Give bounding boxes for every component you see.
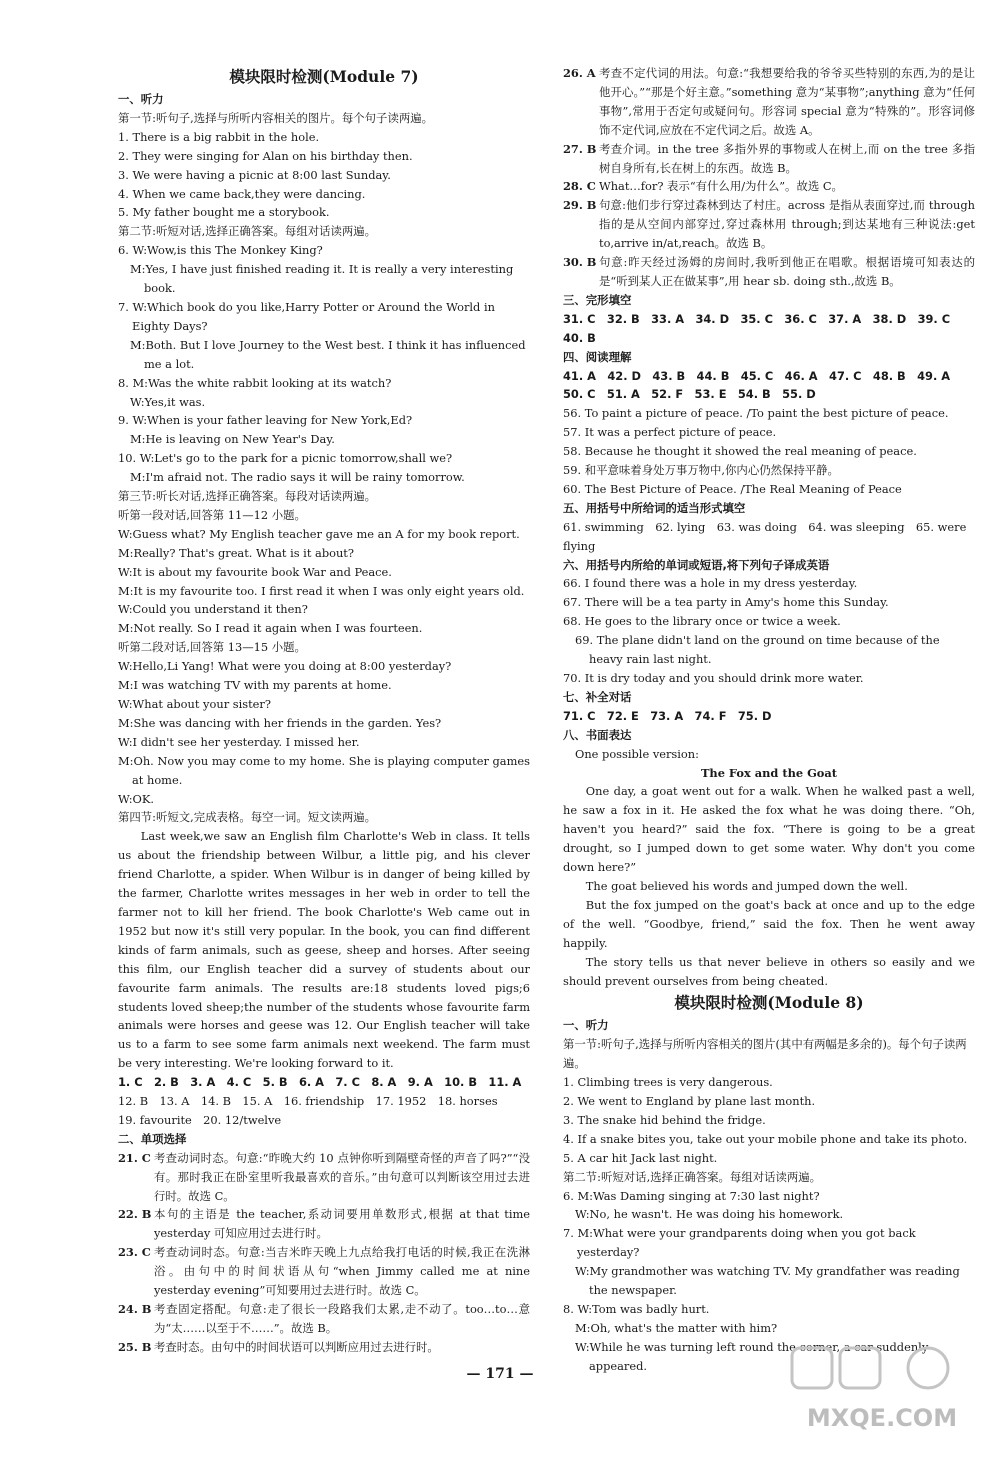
- answer-key-line: 50. C 51. A 52. F 53. E 54. B 55. D: [563, 387, 816, 402]
- text-line: W:What about your sister?: [118, 697, 271, 711]
- text-line: 4. When we came back,they were dancing.: [118, 186, 366, 201]
- text-line: 60. The Best Picture of Peace. /The Real Meaning of Peace: [563, 481, 902, 496]
- answer-explanation: [118, 1338, 530, 1357]
- section-title: 模块限时检测(Module 7): [229, 67, 419, 86]
- answer-text: 句意:昨天经过汤姆的房间时,我听到他正在唱歌。根据语境可知表达的是“听到某人正在做某事”,用 hear sb. doing sth.,故选 B。: [599, 255, 975, 288]
- answer-explanation: [118, 1149, 530, 1206]
- answer-explanation: [118, 1205, 530, 1243]
- text-line: 第一节:听句子,选择与所听内容相关的图片。每个句子读两遍。: [118, 110, 434, 125]
- section-heading: 七、补全对话: [563, 689, 632, 704]
- text-line: M:Both. But I love Journey to the West best. I think it has influenced me a lot.: [130, 337, 526, 371]
- text-line: 67. There will be a tea party in Amy's home this Sunday.: [563, 595, 889, 610]
- answer-number: 25. B: [118, 1339, 152, 1354]
- text-line: W:Yes,it was.: [130, 394, 206, 409]
- paragraph: The goat believed his words and jumped down the well.: [585, 878, 908, 893]
- answer-number: 27. B: [563, 141, 597, 156]
- section-title: 模块限时检测(Module 8): [674, 993, 864, 1013]
- text-line: 8. M:Was the white rabbit looking at its watch?: [118, 375, 392, 390]
- text-line: 7. M:What were your grandparents doing when you got back yesterday?: [563, 1226, 916, 1260]
- text-line: W:Hello,Li Yang! What were you doing at 8:00 yesterday?: [118, 659, 452, 674]
- answer-explanation: [118, 1300, 530, 1338]
- answer-text: 考查介词。in the tree 多指外界的事物或人在树上,而 on the tree 多指树自身所有,长在树上的东西。故选 B。: [599, 141, 975, 175]
- text-line: 56. To paint a picture of peace. /To paint the best picture of peace.: [563, 406, 949, 421]
- answer-number: 22. B: [118, 1207, 152, 1222]
- answer-explanation: [563, 253, 975, 291]
- answer-number: 30. B: [563, 255, 597, 270]
- answer-text: 考查时态。由句中的时间状语可以判断应用过去进行时。: [154, 1339, 439, 1354]
- text-line: 第三节:听长对话,选择正确答案。每段对话读两遍。: [118, 489, 377, 504]
- answer-text: 考查不定代词的用法。句意:“我想要给我的爷爷买些特别的东西,为的是让他开心。”“那是个好主意。”something 意为“某事物”;anything 意为“任何事物”,常用于否定句或疑问句。形容词 special 意为“特殊的”。形容词修饰不定代词,应放在不定代词之后。故选 A。: [599, 66, 975, 137]
- text-line: W:My grandmother was watching TV. My grandfather was reading the newspaper.: [575, 1264, 960, 1298]
- text-line: M:Really? That's great. What is it about?: [118, 545, 354, 560]
- text-line: M:She was dancing with her friends in the garden. Yes?: [118, 715, 442, 730]
- page-number: — 171 —: [466, 1366, 534, 1382]
- section-heading: 八、书面表达: [563, 727, 632, 742]
- paragraph: But the fox jumped on the goat's back at once and up to the edge of the well. “Goodbye, friend,” said the fox. Then he went away happily.: [563, 897, 975, 950]
- text-line: W:OK.: [118, 791, 155, 806]
- text-line: 7. W:Which book do you like,Harry Potter or Around the World in Eighty Days?: [118, 299, 495, 333]
- text-line: 12. B 13. A 14. B 15. A 16. friendship 17. 1952 18. horses: [118, 1094, 498, 1109]
- section-heading: 四、阅读理解: [563, 349, 632, 364]
- text-line: M:I'm afraid not. The radio says it will be rainy tomorrow.: [130, 470, 465, 485]
- text-line: W:Could you understand it then?: [118, 602, 308, 617]
- text-line: M:Oh. Now you may come to my home. She is playing computer games at home.: [118, 753, 530, 787]
- text-line: 70. It is dry today and you should drink more water.: [563, 671, 864, 685]
- text-line: M:I was watching TV with my parents at home.: [118, 678, 392, 693]
- text-line: 57. It was a perfect picture of peace.: [563, 425, 777, 440]
- answer-text: 本句的主语是 the teacher,系动词要用单数形式,根据 at that time yesterday 可知应用过去进行时。: [154, 1207, 530, 1241]
- paragraph: One day, a goat went out for a walk. When he walked past a well, he saw a fox in it. He asked the fox what he was doing there. “Oh, haven't you heard?” said the fox. “There is going to be a great drought, so I jumped down to get some water. Why don't you come down here?”: [563, 784, 975, 875]
- text-line: 5. My father bought me a storybook.: [118, 205, 330, 220]
- text-line: M:Yes, I have just finished reading it. It is really a very interesting book.: [130, 262, 514, 296]
- essay-title: The Fox and the Goat: [700, 765, 838, 780]
- text-line: 听第二段对话,回答第 13—15 小题。: [118, 640, 306, 655]
- answer-explanation: [563, 196, 975, 253]
- text-line: 3. We were having a picnic at 8:00 last Sunday.: [118, 167, 391, 182]
- answer-text: 考查固定搭配。句意:走了很长一段路我们太累,走不动了。too…to…意为“太……以至于不……”。故选 B。: [154, 1302, 530, 1335]
- answer-text: What…for? 表示“有什么用/为什么”。故选 C。: [599, 179, 843, 194]
- answer-number: 28. C: [563, 179, 596, 194]
- text-line: M:It is my favourite too. I first read it when I was only eight years old.: [118, 583, 525, 598]
- answer-number: 21. C: [118, 1150, 151, 1165]
- text-line: 第一节:听句子,选择与所听内容相关的图片(其中有两幅是多余的)。每个句子读两遍。: [563, 1037, 967, 1071]
- text-line: 第二节:听短对话,选择正确答案。每组对话读两遍。: [563, 1169, 822, 1184]
- answer-key-line: 41. A 42. D 43. B 44. B 45. C 46. A 47. C 48. B 49. A: [563, 368, 951, 383]
- answer-number: 23. C: [118, 1245, 151, 1260]
- answer-text: 句意:他们步行穿过森林到达了村庄。across 是指从表面穿过,而 through 指的是从空间内部穿过,穿过森林用 through;到达某地有三种说法:get to,arrive in/at,reach。故选 B。: [599, 198, 975, 251]
- answer-number: 24. B: [118, 1302, 152, 1316]
- answer-text: 考查动词时态。句意:当吉米昨天晚上九点给我打电话的时候,我正在洗淋浴。由句中的时间状语从句“when Jimmy called me at nine yesterday evening”可知要用过去进行时。故选 C。: [154, 1245, 530, 1298]
- text-line: One possible version:: [575, 746, 699, 761]
- left-column: [118, 64, 530, 1357]
- section-heading: 五、用括号中所给词的适当形式填空: [563, 500, 746, 515]
- watermark-logo-icon: [782, 1342, 982, 1434]
- answer-key-line: 40. B: [563, 330, 596, 345]
- paragraph: Last week,we saw an English film Charlotte's Web in class. It tells us about the friendship between Wilbur, a little pig, and his clever friend Charlotte, a spider. When Wilbur is in danger of being killed by the farmer, Charlotte writes messages in her web in order to tell the farmer not to kill her friend. The book Charlotte's Web came out in 1952 but now it's still very popular. In the book, you can find different kinds of farm animals, such as geese, sheep and horses. After seeing this film, our English teacher did a survey of students about our favourite farm animals. The results are:18 students loved pigs;6 students loved sheep;the number of the students whose favourite farm animals were horses and geese was 12. Our English teacher will take us to a farm to see some farm animals next weekend. The farm must be very interesting. We're looking forward to it.: [118, 829, 530, 1071]
- text-line: 69. The plane didn't land on the ground on time because of the heavy rain last night.: [575, 633, 940, 667]
- text-line: 1. There is a big rabbit in the hole.: [118, 129, 320, 144]
- answer-explanation: [563, 64, 975, 140]
- text-line: 59. 和平意味着身处万事万物中,你内心仍然保持平静。: [563, 463, 839, 478]
- text-line: 61. swimming 62. lying 63. was doing 64. was sleeping 65. were flying: [563, 519, 967, 553]
- section-heading: 一、听力: [118, 92, 164, 106]
- text-line: 66. I found there was a hole in my dress yesterday.: [563, 576, 858, 591]
- text-line: W:It is about my favourite book War and Peace.: [118, 564, 392, 579]
- text-line: W:No, he wasn't. He was doing his homework.: [575, 1207, 844, 1222]
- text-line: 听第一段对话,回答第 11—12 小题。: [118, 507, 306, 522]
- text-line: 8. W:Tom was badly hurt.: [563, 1302, 710, 1316]
- text-line: W:Guess what? My English teacher gave me an A for my book report.: [118, 526, 520, 541]
- text-line: W:I didn't see her yesterday. I missed her.: [118, 734, 360, 749]
- text-line: 2. We went to England by plane last month.: [563, 1094, 816, 1109]
- section-heading: 三、完形填空: [563, 292, 632, 307]
- text-line: M:Oh, what's the matter with him?: [575, 1320, 778, 1335]
- right-column: [563, 64, 975, 1376]
- text-line: 10. W:Let's go to the park for a picnic tomorrow,shall we?: [118, 451, 453, 466]
- text-line: 19. favourite 20. 12/twelve: [118, 1112, 282, 1127]
- answer-explanation: [563, 177, 975, 196]
- text-line: 6. M:Was Daming singing at 7:30 last night?: [563, 1188, 820, 1203]
- section-heading: 六、用括号内所给的单词或短语,将下列句子译成英语: [563, 557, 830, 572]
- text-line: 2. They were singing for Alan on his birthday then.: [118, 148, 413, 163]
- text-line: M:He is leaving on New Year's Day.: [130, 432, 335, 447]
- text-line: M:Not really. So I read it again when I was fourteen.: [118, 621, 423, 636]
- text-line: 3. The snake hid behind the fridge.: [563, 1112, 766, 1127]
- text-line: 58. Because he thought it showed the real meaning of peace.: [563, 444, 917, 459]
- text-line: 4. If a snake bites you, take out your mobile phone and take its photo.: [563, 1131, 968, 1146]
- watermark-text: MXQE.COM: [806, 1404, 958, 1432]
- text-line: 9. W:When is your father leaving for New York,Ed?: [118, 413, 413, 428]
- answer-key-line: 71. C 72. E 73. A 74. F 75. D: [563, 708, 772, 723]
- text-line: 5. A car hit Jack last night.: [563, 1150, 718, 1165]
- section-heading: 二、单项选择: [118, 1131, 187, 1146]
- text-line: 68. He goes to the library once or twice a week.: [563, 614, 841, 629]
- answer-number: 29. B: [563, 198, 597, 213]
- text-line: 第二节:听短对话,选择正确答案。每组对话读两遍。: [118, 224, 377, 239]
- answer-explanation: [563, 140, 975, 178]
- text-line: 1. Climbing trees is very dangerous.: [563, 1075, 773, 1090]
- answer-key-line: 1. C 2. B 3. A 4. C 5. B 6. A 7. C 8. A 9. A 10. B 11. A: [118, 1075, 522, 1090]
- answer-text: 考查动词时态。句意:“昨晚大约 10 点钟你听到隔壁奇怪的声音了吗?”“没有。那时我正在卧室里听我最喜欢的音乐。”由句意可以判断该空用过去进行时。故选 C。: [154, 1150, 530, 1203]
- answer-key-line: 31. C 32. B 33. A 34. D 35. C 36. C 37. A 38. D 39. C: [563, 311, 951, 326]
- answer-explanation: [118, 1243, 530, 1300]
- text-line: 第四节:听短文,完成表格。每空一词。短文读两遍。: [118, 810, 377, 825]
- text-line: 6. W:Wow,is this The Monkey King?: [118, 243, 323, 258]
- answer-number: 26. A: [563, 66, 596, 80]
- paragraph: The story tells us that never believe in others so easily and we should prevent ourselves from being cheated.: [563, 954, 975, 988]
- section-heading: 一、听力: [563, 1018, 609, 1033]
- text-line: W:While he was turning left round the corner, a car suddenly appeared.: [575, 1339, 929, 1373]
